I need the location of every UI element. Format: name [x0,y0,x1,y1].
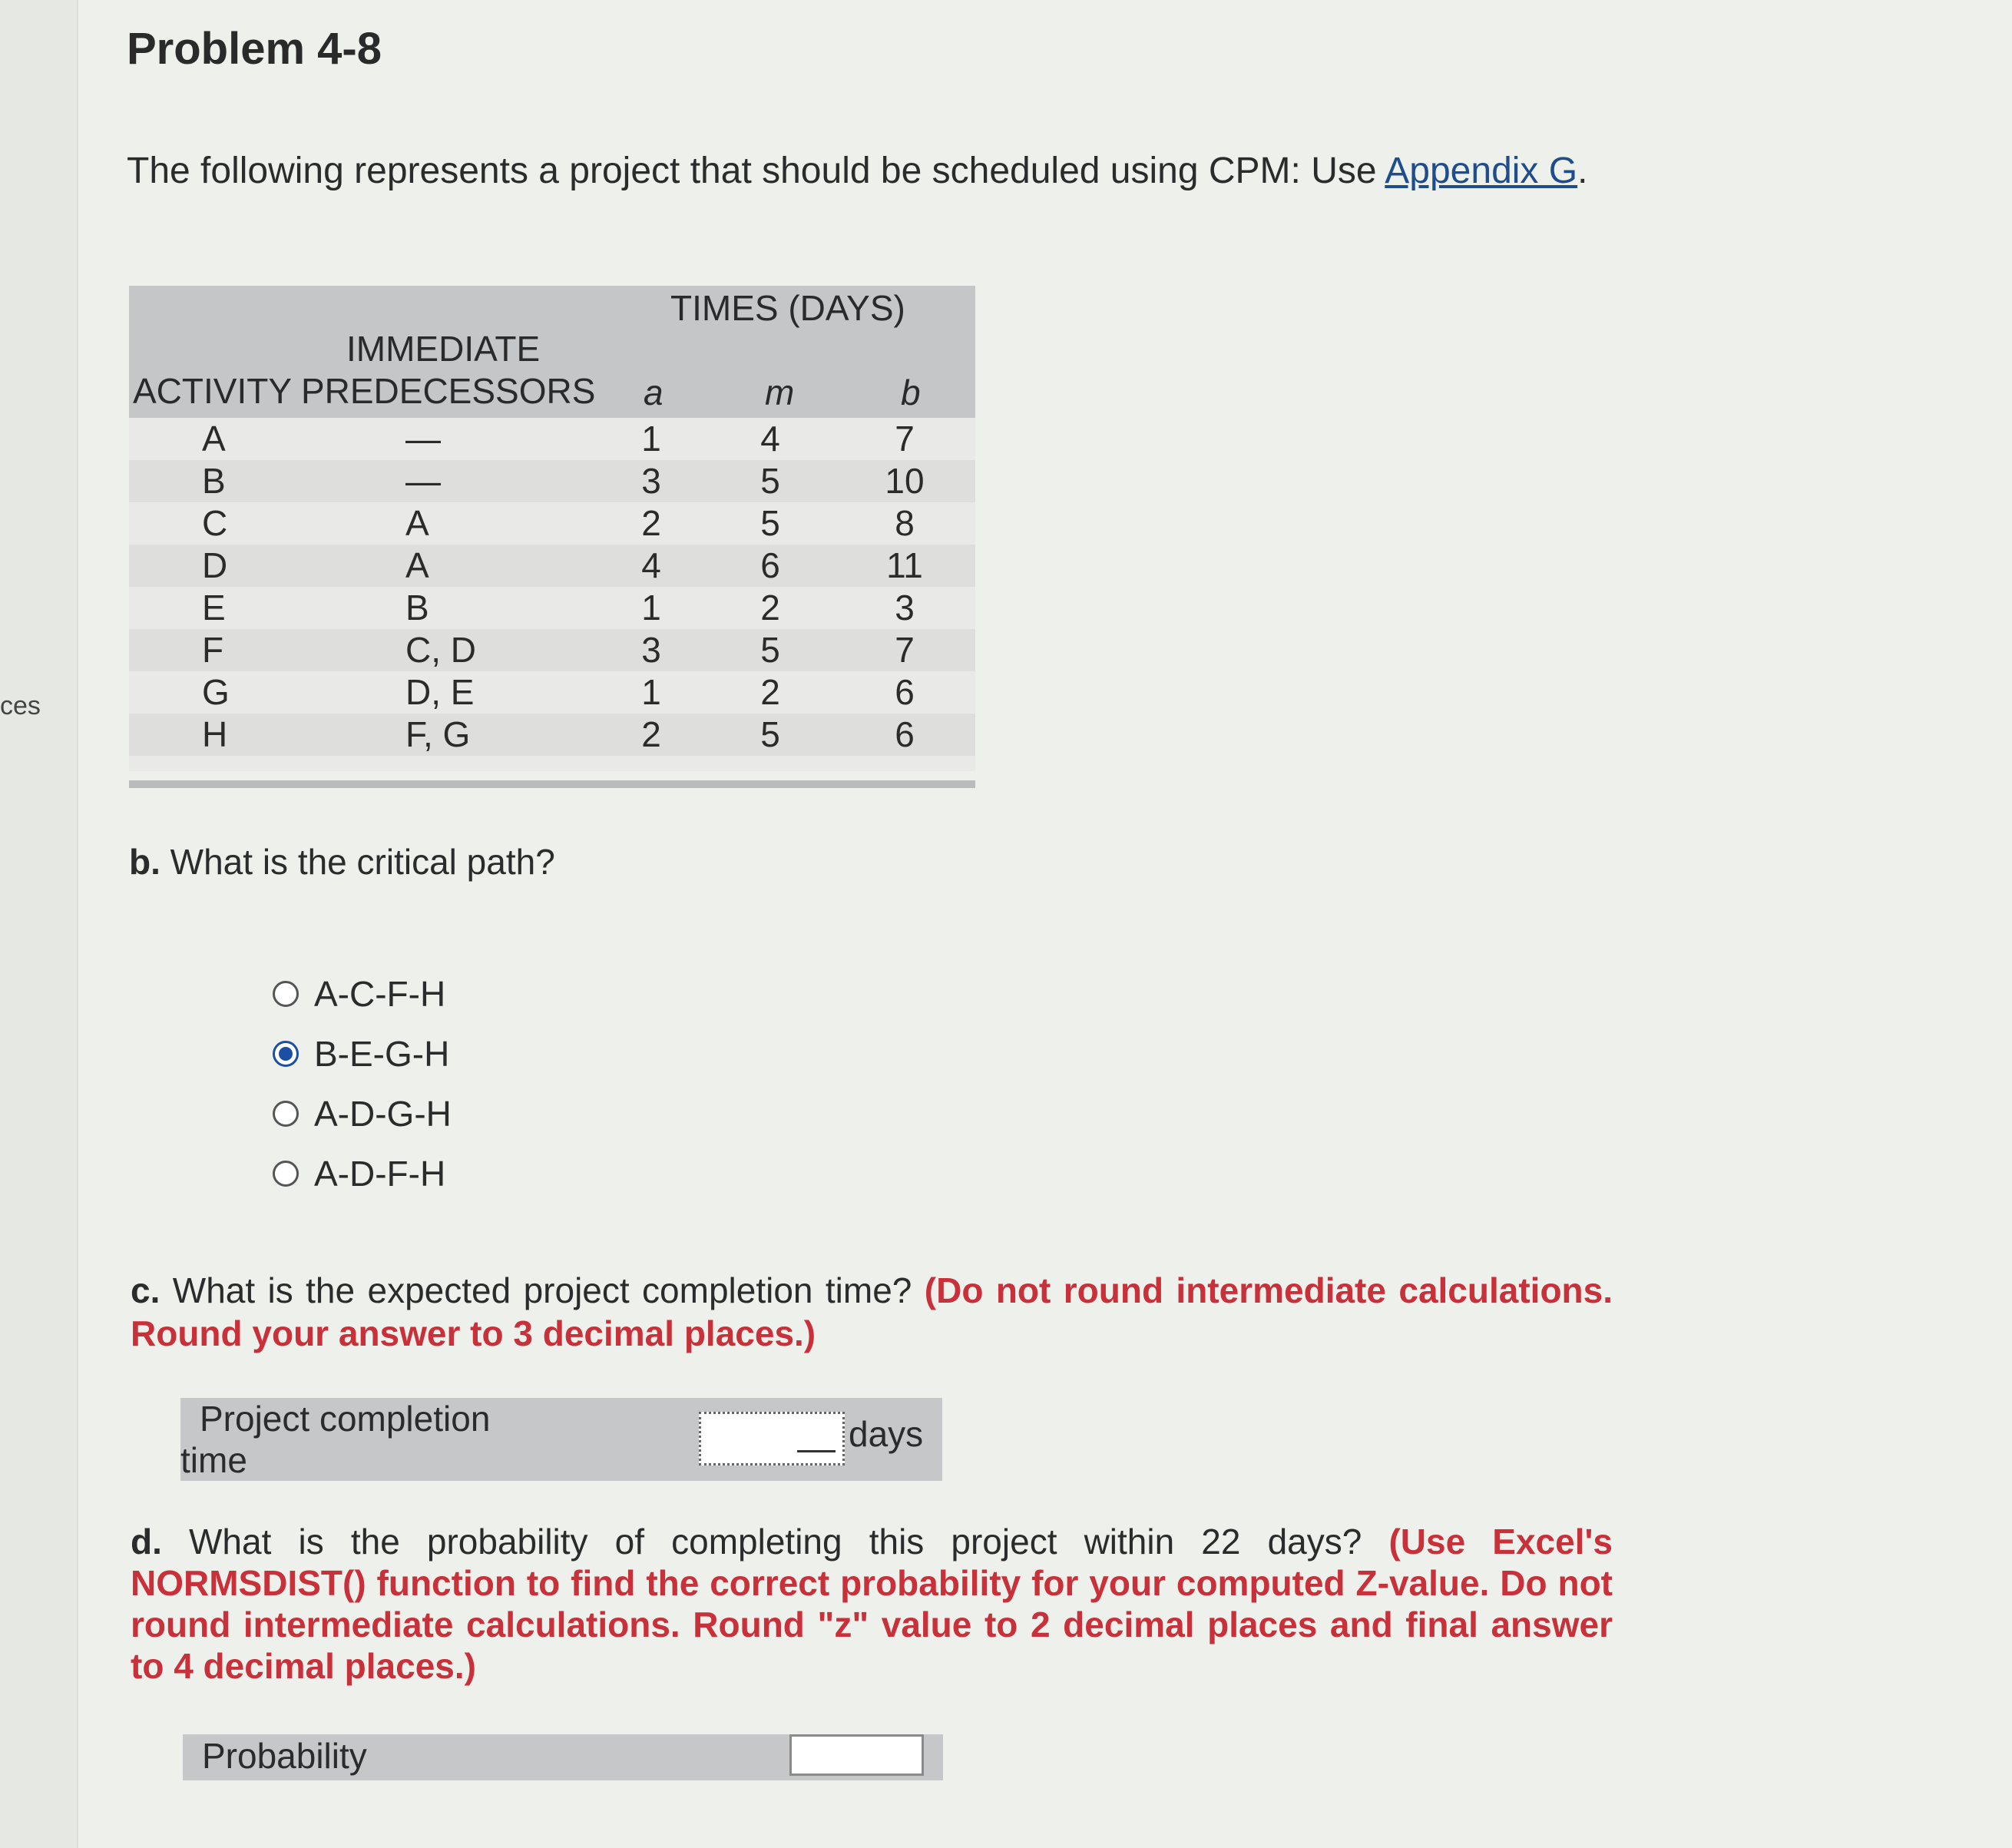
left-sidebar-edge [0,0,78,1848]
table-row [129,418,975,460]
probability-row [183,1734,943,1780]
m-cell: 5 [760,461,780,501]
table-row [129,714,975,756]
activity-table [129,286,975,788]
activity-cell: E [202,588,226,628]
b-cell: 11 [886,545,923,585]
activity-cell: D [202,545,228,585]
question-c-label: c. [131,1270,160,1310]
a-cell: 3 [641,630,661,670]
option-label: A-D-F-H [314,1154,446,1194]
completion-time-label: Project completion time [180,1399,491,1480]
question-c-text: What is the expected project completion time? [172,1270,925,1310]
question-d [131,1521,1613,1687]
days-unit: days [849,1414,924,1454]
a-cell: 2 [641,714,661,754]
predecessor-cell: F, G [405,714,471,754]
m-cell: 2 [760,672,780,712]
a-cell: 2 [641,503,661,543]
activity-cell: C [202,503,228,543]
predecessor-cell: A [405,503,429,543]
a-cell: 4 [641,545,661,585]
times-days-header: TIMES (DAYS) [670,288,905,328]
intro-text: The following represents a project that should be scheduled using CPM: Use [127,151,1385,191]
b-cell: 10 [885,461,925,501]
question-d-text: What is the probability of completing this project within 22 days? [189,1522,1389,1562]
table-bottom-rule [129,780,975,788]
a-cell: 1 [641,419,661,459]
predecessor-cell: C, D [405,630,476,670]
question-b [129,841,555,883]
option-b-e-g-h[interactable] [273,1024,452,1084]
a-cell: 1 [641,588,661,628]
option-a-c-f-h[interactable] [273,964,452,1024]
table-row [129,545,975,587]
question-b-label: b. [129,842,160,882]
radio-button-selected[interactable] [273,1041,299,1067]
completion-time-row [180,1398,942,1481]
b-cell: 7 [895,630,915,670]
predecessor-cell: — [405,461,441,501]
input-underline [797,1450,836,1452]
b-cell: 6 [895,714,915,754]
option-label: A-D-G-H [314,1094,452,1134]
m-cell: 4 [760,419,780,459]
intro-end: . [1577,151,1588,191]
table-body [129,418,975,771]
option-a-d-f-h[interactable] [273,1144,452,1204]
option-label: A-C-F-H [314,974,446,1014]
b-cell: 3 [895,588,915,628]
activity-cell: A [202,419,226,459]
predecessor-cell: D, E [405,672,475,712]
a-cell: 3 [641,461,661,501]
question-c-instruction: (Do not round intermediate calculations. Round your answer to 3 decimal places.) [131,1270,1613,1353]
b-cell: 6 [895,672,915,712]
m-cell: 2 [760,588,780,628]
m-cell: 6 [760,545,780,585]
probability-label: Probability [202,1736,367,1776]
radio-button[interactable] [273,1101,299,1127]
option-a-d-g-h[interactable] [273,1084,452,1144]
question-d-instruction: (Use Excel's NORMSDIST() function to find the correct probability for your computed Z-value. Do not round intermediate calculations. Round "z" value to 2 decimal places and final answer to 4 decimal places.) [131,1522,1613,1686]
b-cell: 7 [895,419,915,459]
m-cell: 5 [760,714,780,754]
col-b-header: b [901,373,921,412]
sidebar-fragment-text: ces [0,691,41,720]
immediate-header: IMMEDIATE [346,329,541,369]
critical-path-options [273,964,452,1204]
activity-cell: H [202,714,228,754]
b-cell: 8 [895,503,915,543]
activity-predecessors-header: ACTIVITY PREDECESSORS [133,371,596,411]
m-cell: 5 [760,503,780,543]
probability-input[interactable] [789,1734,924,1776]
table-row [129,671,975,714]
question-d-label: d. [131,1522,162,1562]
table-row [129,502,975,545]
radio-button[interactable] [273,1161,299,1187]
activity-cell: B [202,461,226,501]
appendix-link[interactable]: Appendix G [1385,151,1578,191]
table-row [129,460,975,502]
predecessor-cell: A [405,545,429,585]
table-header [129,286,975,418]
question-c [131,1269,1613,1355]
table-row [129,587,975,629]
table-row [129,629,975,671]
question-b-text: What is the critical path? [170,842,555,882]
activity-cell: G [202,672,230,712]
m-cell: 5 [760,630,780,670]
activity-cell: F [202,630,224,670]
col-m-header: m [765,373,795,412]
problem-title: Problem 4-8 [127,24,382,74]
problem-intro [127,150,1624,193]
col-a-header: a [644,373,663,412]
a-cell: 1 [641,672,661,712]
predecessor-cell: B [405,588,429,628]
predecessor-cell: — [405,419,441,459]
option-label: B-E-G-H [314,1034,450,1074]
completion-time-input[interactable] [699,1412,845,1465]
radio-button[interactable] [273,981,299,1007]
